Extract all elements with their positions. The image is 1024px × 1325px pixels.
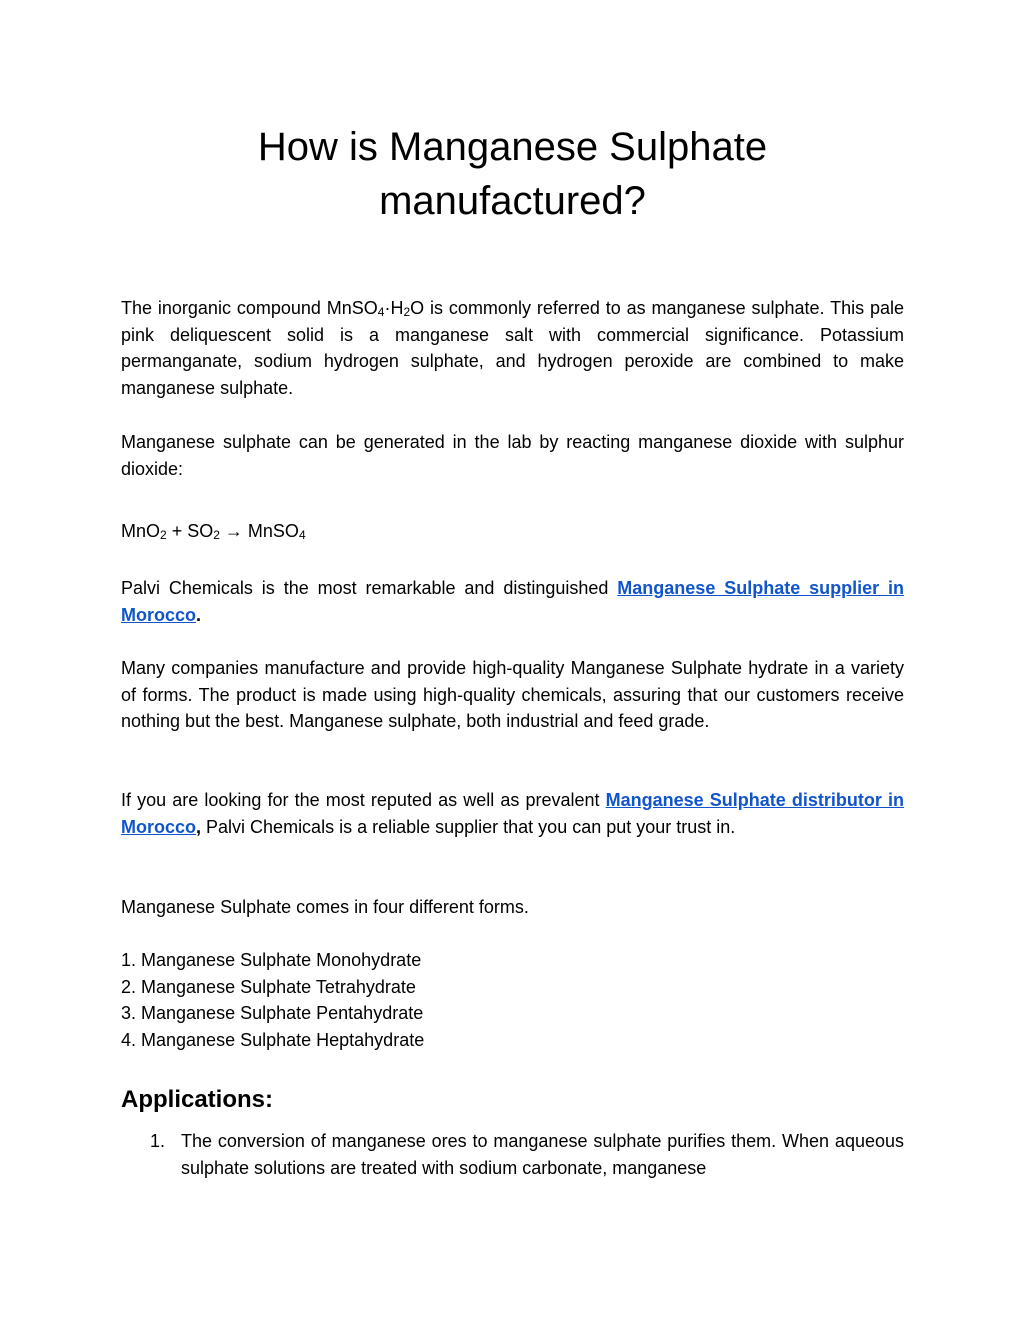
page-title [121,120,904,228]
intro-paragraph [121,295,904,402]
distributor-text: If you are looking for the most reputed as well as prevalent [121,790,606,810]
applications-list [121,1128,904,1181]
intro-text-end: is commonly referred to as manganese sulphate. This pale pink deliquescent solid is a manganese salt with commercial significance. Potassium permanganate, sodium hydrogen sulphate, and hydrogen peroxide are combined to make manganese sulphate. [121,298,904,399]
list-item: 3. Manganese Sulphate Pentahydrate [121,1003,424,1024]
list-item: 1. Manganese Sulphate Monohydrate [121,950,422,970]
supplier-link[interactable]: Manganese Sulphate supplier in Morocco [121,578,905,625]
eq-sub-2: 2 [213,528,220,542]
distributor-paragraph [121,787,904,840]
title-line-2: manufactured? [379,179,646,223]
formula-subscript-4: 4 [377,305,385,319]
eq-product: → MnSO [219,521,299,541]
formula-mnso4: MnSO [326,298,378,318]
eq-sub-3: 4 [298,528,306,542]
forms-intro: Manganese Sulphate comes in four different forms. [121,897,529,917]
list-item-text: The conversion of manganese ores to manganese sulphate purifies them. When aqueous sulphate solutions are treated with sodium carbonate, manganese [181,1131,904,1178]
lab-paragraph: Manganese sulphate can be generated in the lab by reacting manganese dioxide with sulphur dioxide: [121,432,904,479]
formula-subscript-2: 2 [403,305,411,319]
supplier-paragraph [121,575,904,628]
distributor-end: Palvi Chemicals is a reliable supplier that you can put your trust in. [201,816,736,837]
title-line-1: How is Manganese Sulphate [257,125,768,169]
distributor-comma: , [196,816,202,837]
list-item [121,1128,904,1181]
forms-list [121,947,424,1054]
formula-o: O [410,298,425,318]
supplier-period: . [196,604,202,625]
list-item: 4. Manganese Sulphate Heptahydrate [121,1030,425,1051]
eq-mno: MnO [121,521,161,541]
eq-so: + SO [166,521,214,541]
eq-sub-1: 2 [160,528,167,542]
distributor-link[interactable]: Manganese Sulphate distributor in Morocco [121,790,904,837]
list-item-number: 1. [150,1131,166,1151]
formula-h: ·H [384,298,404,318]
companies-paragraph: Many companies manufacture and provide high-quality Manganese Sulphate hydrate in a variety of forms. The product is made using high-quality chemicals, assuring that our customers receive nothing but the best. Manganese sulphate, both industrial and feed grade. [121,658,904,732]
list-item: 2. Manganese Sulphate Tetrahydrate [121,976,416,997]
applications-heading: Applications: [121,1086,274,1113]
supplier-text: Palvi Chemicals is the most remarkable and distinguished [121,578,618,598]
intro-text-start: The inorganic compound [121,298,327,318]
chemical-equation [121,518,306,544]
